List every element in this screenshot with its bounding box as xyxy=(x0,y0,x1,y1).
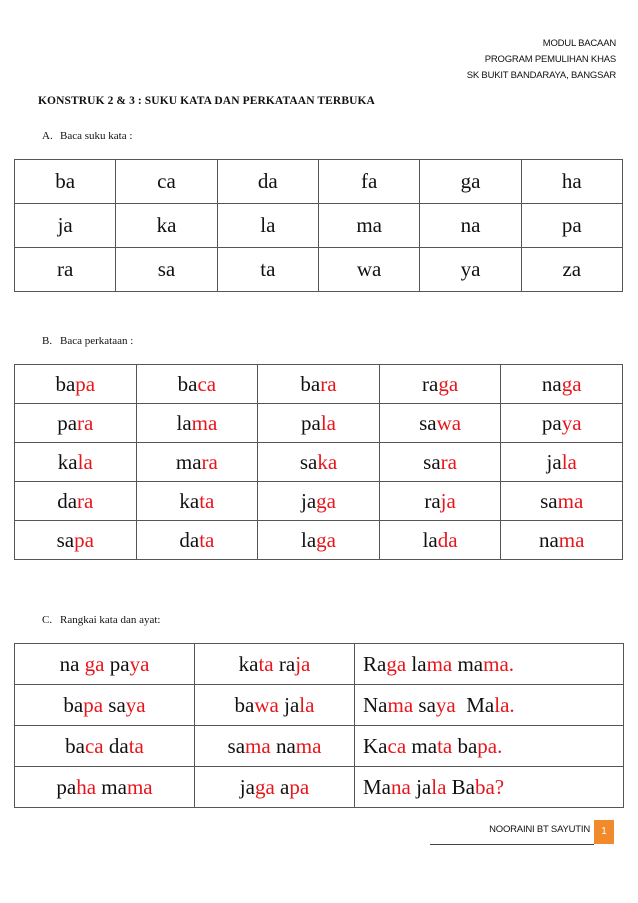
highlighted-syllable: ma xyxy=(426,651,453,676)
page-number-badge: 1 xyxy=(594,820,614,844)
word-cell xyxy=(501,365,623,404)
header-school: SK BUKIT BANDARAYA, BANGSAR xyxy=(466,70,616,81)
syllable: ba xyxy=(65,733,85,758)
syllable: ba xyxy=(63,692,84,717)
phrase-cell xyxy=(15,726,195,767)
first-syllable: ra xyxy=(424,488,441,513)
syllable: ma xyxy=(411,733,438,758)
first-syllable: ka xyxy=(57,449,78,474)
word-cell xyxy=(15,443,137,482)
word-cell xyxy=(258,443,380,482)
syllable: Ba xyxy=(451,774,475,799)
syllable-cell: na xyxy=(420,204,521,248)
phrase-cell xyxy=(195,726,355,767)
syllable: sa xyxy=(227,733,246,758)
sentence-cell xyxy=(355,726,624,767)
second-syllable: la xyxy=(320,410,336,435)
first-syllable: ba xyxy=(300,371,321,396)
word-cell xyxy=(258,482,380,521)
word-cell xyxy=(136,482,258,521)
second-syllable: pa xyxy=(75,371,96,396)
second-syllable: ra xyxy=(201,449,218,474)
word-cell xyxy=(379,443,501,482)
second-syllable: da xyxy=(437,527,458,552)
syllable: na xyxy=(275,733,296,758)
syllable-cell: ya xyxy=(420,248,521,292)
syllable: pa xyxy=(109,651,130,676)
highlighted-syllable: ya xyxy=(125,692,146,717)
table-row xyxy=(15,204,623,248)
worksheet-title: KONSTRUK 2 & 3 : SUKU KATA DAN PERKATAAN TERBUKA xyxy=(38,95,375,107)
sentence-cell xyxy=(355,685,624,726)
word-cell xyxy=(15,404,137,443)
second-syllable: la xyxy=(77,449,93,474)
word-table xyxy=(14,364,623,560)
highlighted-syllable: ga xyxy=(386,651,407,676)
syllable: ja xyxy=(416,774,432,799)
syllable: ja xyxy=(284,692,300,717)
highlighted-syllable: ma xyxy=(126,774,153,799)
syllable-cell: sa xyxy=(116,248,217,292)
table-row xyxy=(15,443,623,482)
highlighted-syllable: ha xyxy=(76,774,97,799)
word-cell xyxy=(379,365,501,404)
word-cell xyxy=(15,482,137,521)
second-syllable: ra xyxy=(77,488,94,513)
section-a-label: Baca suku kata : xyxy=(60,130,133,142)
word-cell xyxy=(136,443,258,482)
word-space xyxy=(456,693,467,717)
syllable-cell: ca xyxy=(116,160,217,204)
syllable-cell: wa xyxy=(318,248,419,292)
table-row xyxy=(15,248,623,292)
table-row xyxy=(15,521,623,560)
syllable: Ma xyxy=(363,774,391,799)
table-row xyxy=(15,365,623,404)
word-cell xyxy=(501,404,623,443)
header-module-title: MODUL BACAAN xyxy=(542,38,616,49)
word-cell xyxy=(379,404,501,443)
highlighted-syllable: ga xyxy=(254,774,275,799)
table-row xyxy=(15,644,624,685)
word-cell xyxy=(15,521,137,560)
first-syllable: pa xyxy=(57,410,78,435)
syllable: Ka xyxy=(363,733,388,758)
first-syllable: ra xyxy=(422,371,439,396)
first-syllable: da xyxy=(179,527,200,552)
second-syllable: ja xyxy=(440,488,456,513)
syllable: Ma xyxy=(466,692,495,717)
syllable: ra xyxy=(278,651,296,676)
table-row xyxy=(15,482,623,521)
syllable-cell: ma xyxy=(318,204,419,248)
highlighted-syllable: ma xyxy=(245,733,271,758)
syllable: na xyxy=(59,651,80,676)
first-syllable: na xyxy=(538,527,559,552)
syllable: ja xyxy=(239,774,255,799)
syllable-table xyxy=(14,159,623,292)
table-row xyxy=(15,726,624,767)
first-syllable: la xyxy=(422,527,438,552)
syllable: ma xyxy=(457,651,484,676)
first-syllable: ma xyxy=(175,449,202,474)
second-syllable: ta xyxy=(199,488,215,513)
second-syllable: ma xyxy=(557,488,584,513)
syllable: sa xyxy=(418,692,436,717)
syllable: Na xyxy=(363,692,388,717)
first-syllable: la xyxy=(176,410,192,435)
highlighted-syllable: ma xyxy=(387,692,414,717)
header-program: PROGRAM PEMULIHAN KHAS xyxy=(484,54,616,65)
syllable: pa xyxy=(56,774,77,799)
word-cell xyxy=(501,521,623,560)
highlighted-syllable: ma xyxy=(295,733,322,758)
first-syllable: da xyxy=(57,488,78,513)
first-syllable: pa xyxy=(300,410,321,435)
first-syllable: sa xyxy=(423,449,441,474)
syllable: a xyxy=(280,774,290,799)
highlighted-syllable: ba? xyxy=(474,774,505,799)
syllable-cell: la xyxy=(217,204,318,248)
second-syllable: ga xyxy=(438,371,459,396)
second-syllable: ga xyxy=(316,488,336,513)
table-row xyxy=(15,160,623,204)
second-syllable: ca xyxy=(197,371,217,396)
second-syllable: ya xyxy=(561,410,582,435)
highlighted-syllable: wa xyxy=(254,692,279,717)
section-b-letter: B. xyxy=(42,335,53,347)
highlighted-syllable: ya xyxy=(129,651,150,676)
second-syllable: ma xyxy=(558,527,585,552)
sentence-cell xyxy=(355,644,624,685)
phrase-cell xyxy=(15,767,195,808)
syllable-cell: ta xyxy=(217,248,318,292)
second-syllable: pa xyxy=(74,527,94,552)
phrase-cell xyxy=(15,685,195,726)
highlighted-syllable: ta xyxy=(437,733,453,758)
highlighted-syllable: ca xyxy=(387,733,407,758)
author-name: NOORAINI BT SAYUTIN xyxy=(489,824,590,835)
first-syllable: ka xyxy=(179,488,200,513)
word-cell xyxy=(501,443,623,482)
highlighted-syllable: la. xyxy=(494,692,515,717)
second-syllable: ma xyxy=(191,410,218,435)
section-b-label: Baca perkataan : xyxy=(60,335,134,347)
syllable: sa xyxy=(108,692,126,717)
syllable: ma xyxy=(101,774,127,799)
second-syllable: ra xyxy=(440,449,457,474)
sentence-cell xyxy=(355,767,624,808)
section-c-label: Rangkai kata dan ayat: xyxy=(60,614,161,626)
word-cell xyxy=(258,521,380,560)
word-cell xyxy=(15,365,137,404)
highlighted-syllable: ga xyxy=(84,651,105,676)
second-syllable: ga xyxy=(561,371,582,396)
section-b-heading xyxy=(42,335,133,347)
second-syllable: la xyxy=(561,449,577,474)
second-syllable: ta xyxy=(199,527,215,552)
section-a-heading xyxy=(42,130,132,142)
highlighted-syllable: ya xyxy=(435,692,456,717)
first-syllable: sa xyxy=(299,449,318,474)
section-a-letter: A. xyxy=(42,130,53,142)
syllable-cell: fa xyxy=(318,160,419,204)
syllable-cell: da xyxy=(217,160,318,204)
first-syllable: sa xyxy=(540,488,558,513)
syllable-cell: za xyxy=(521,248,622,292)
syllable: ba xyxy=(457,733,478,758)
table-row xyxy=(15,767,624,808)
first-syllable: ja xyxy=(546,449,562,474)
phrase-cell xyxy=(195,685,355,726)
document-header xyxy=(467,36,616,84)
syllable-cell: ga xyxy=(420,160,521,204)
second-syllable: ra xyxy=(320,371,337,396)
first-syllable: ja xyxy=(300,488,317,513)
syllable-cell: ka xyxy=(116,204,217,248)
syllable-cell: pa xyxy=(521,204,622,248)
syllable: Ra xyxy=(363,651,387,676)
syllable: ka xyxy=(238,651,259,676)
word-cell xyxy=(136,365,258,404)
syllable-cell: ja xyxy=(15,204,116,248)
first-syllable: ba xyxy=(177,371,198,396)
syllable: ba xyxy=(234,692,255,717)
first-syllable: na xyxy=(541,371,562,396)
syllable-cell: ba xyxy=(15,160,116,204)
second-syllable: ra xyxy=(77,410,94,435)
word-cell xyxy=(379,521,501,560)
syllable: la xyxy=(411,651,427,676)
syllable-cell: ra xyxy=(15,248,116,292)
highlighted-syllable: la xyxy=(299,692,315,717)
second-syllable: ka xyxy=(317,449,338,474)
syllable: da xyxy=(108,733,129,758)
highlighted-syllable: ta xyxy=(258,651,274,676)
section-c-letter: C. xyxy=(42,614,53,626)
word-cell xyxy=(136,404,258,443)
highlighted-syllable: ta xyxy=(128,733,144,758)
highlighted-syllable: na xyxy=(391,774,411,799)
highlighted-syllable: pa xyxy=(289,774,310,799)
first-syllable: sa xyxy=(419,410,437,435)
footer-divider xyxy=(430,844,594,845)
highlighted-syllable: ma. xyxy=(483,651,515,676)
word-cell xyxy=(501,482,623,521)
word-cell xyxy=(379,482,501,521)
first-syllable: ba xyxy=(55,371,76,396)
first-syllable: pa xyxy=(541,410,562,435)
table-row xyxy=(15,404,623,443)
highlighted-syllable: pa xyxy=(83,692,104,717)
phrase-cell xyxy=(195,767,355,808)
second-syllable: ga xyxy=(316,527,336,552)
second-syllable: wa xyxy=(436,410,462,435)
highlighted-syllable: ja xyxy=(295,651,311,676)
phrase-sentence-table xyxy=(14,643,624,808)
first-syllable: la xyxy=(300,527,317,552)
phrase-cell xyxy=(195,644,355,685)
highlighted-syllable: la xyxy=(431,774,447,799)
table-row xyxy=(15,685,624,726)
first-syllable: sa xyxy=(56,527,75,552)
phrase-cell xyxy=(15,644,195,685)
word-cell xyxy=(258,404,380,443)
highlighted-syllable: ca xyxy=(84,733,104,758)
word-cell xyxy=(136,521,258,560)
highlighted-syllable: pa. xyxy=(477,733,503,758)
syllable-cell: ha xyxy=(521,160,622,204)
section-c-heading xyxy=(42,614,161,626)
word-cell xyxy=(258,365,380,404)
